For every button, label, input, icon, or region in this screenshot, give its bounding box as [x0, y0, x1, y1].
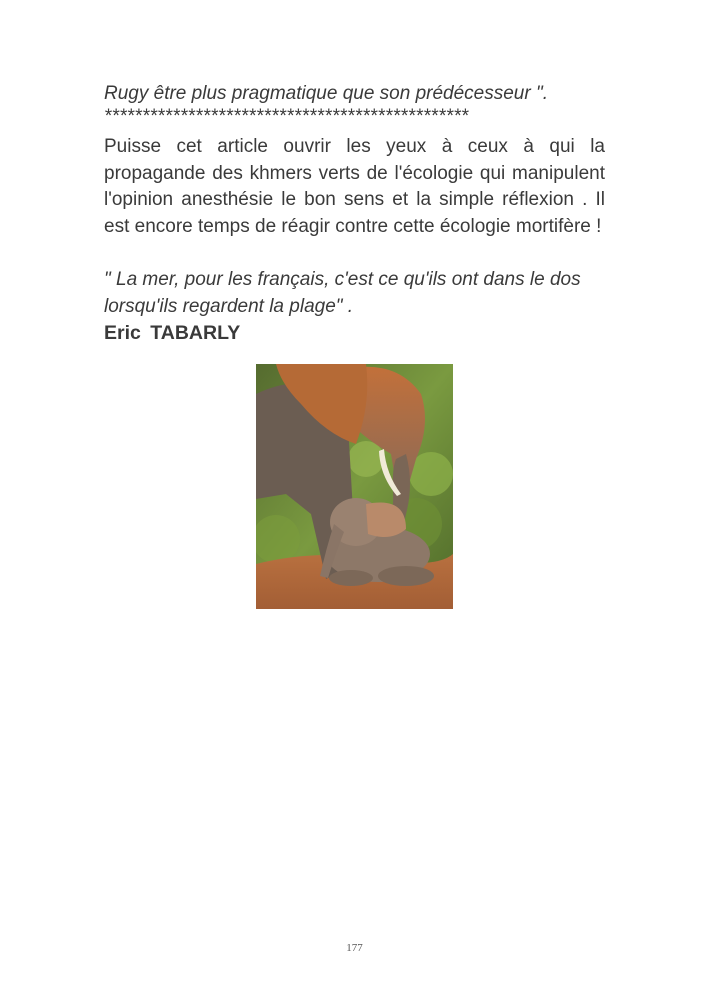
quote-text: " La mer, pour les français, c'est ce qu'ils ont dans le dos lorsqu'ils regardent la plage" .	[104, 269, 581, 317]
text-line-continuation: Rugy être plus pragmatique que son prédécesseur ".	[104, 83, 549, 104]
separator-line: ************************************************	[104, 107, 469, 127]
body-paragraph: Puisse cet article ouvrir les yeux à ceux à qui la propagande des khmers verts de l'écologie qui manipulent l'opinion anesthésie le bon sens et la simple réflexion . Il est encore temps de réagir contre cette écologie mortifère !	[104, 136, 605, 237]
quote-author: Eric TABARLY	[104, 322, 241, 344]
page-number: 177	[346, 942, 363, 954]
elephant-photo	[256, 364, 453, 609]
